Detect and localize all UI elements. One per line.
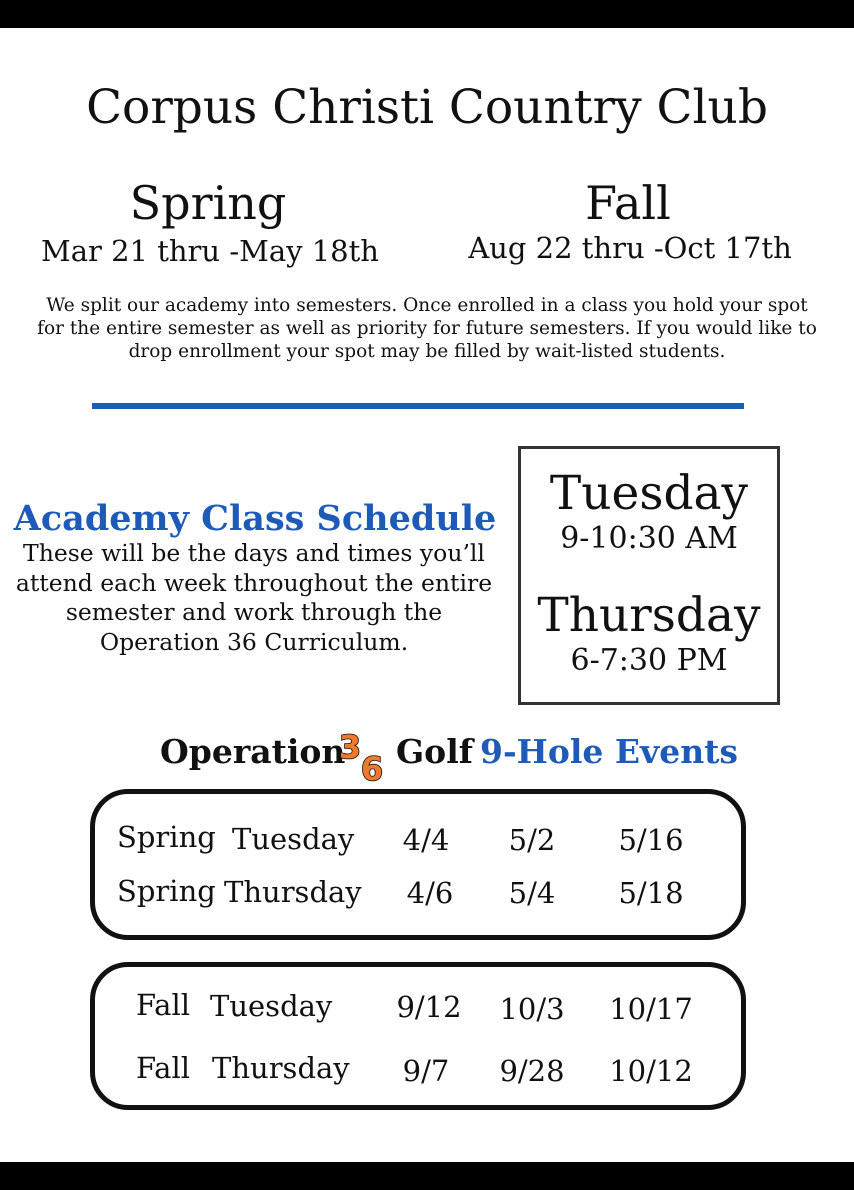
event-date: 9/7 [402, 1054, 450, 1088]
row-day: Thursday [224, 875, 362, 909]
logo-digit-6: 6 [360, 750, 384, 784]
page-title: Corpus Christi Country Club [86, 80, 768, 135]
event-date: 10/3 [499, 992, 565, 1026]
events-heading-golf: Golf [396, 732, 473, 771]
fall-semester-dates: Aug 22 thru -Oct 17th [468, 231, 792, 265]
event-date: 10/12 [609, 1054, 693, 1088]
spring-semester-title: Spring [129, 176, 287, 230]
event-date: 5/16 [618, 823, 684, 857]
row-season: Spring [117, 820, 216, 854]
fall-semester-title: Fall [585, 176, 671, 230]
logo-digit-3: 3 [338, 728, 362, 766]
schedule-description: These will be the days and times you’ll attend each week throughout the entire semester and work through the Operation 36 Curriculum. [15, 539, 493, 656]
row-season: Fall [136, 1051, 190, 1085]
row-day: Tuesday [210, 989, 333, 1023]
thursday-time: 6-7:30 PM [570, 643, 728, 678]
event-date: 10/17 [609, 992, 693, 1026]
row-season: Fall [136, 988, 190, 1022]
events-heading-operation: Operation [160, 732, 346, 771]
event-date: 5/2 [508, 823, 556, 857]
row-day: Thursday [212, 1051, 350, 1085]
operation-36-logo-icon [332, 728, 396, 784]
bottom-black-bar [0, 1162, 854, 1190]
row-season: Spring [117, 874, 216, 908]
event-date: 5/18 [618, 876, 684, 910]
row-day: Tuesday [232, 822, 355, 856]
schedule-heading: Academy Class Schedule [13, 498, 497, 539]
semester-intro-text: We split our academy into semesters. Once enrolled in a class you hold your spot for the entire semester as well as priority for future semesters. If you would like to drop enrollment your spot may be filled by wait-listed students. [37, 295, 817, 362]
spring-events-table [90, 789, 746, 940]
event-date: 4/6 [406, 876, 454, 910]
thursday-label: Thursday [537, 588, 761, 643]
event-date: 5/4 [508, 876, 556, 910]
top-black-bar [0, 0, 854, 28]
tuesday-label: Tuesday [549, 466, 749, 521]
event-date: 4/4 [402, 823, 450, 857]
events-heading-9-hole: 9-Hole Events [480, 732, 739, 771]
section-divider [92, 403, 744, 409]
event-date: 9/28 [499, 1054, 565, 1088]
event-date: 9/12 [396, 990, 462, 1024]
tuesday-time: 9-10:30 AM [560, 521, 738, 556]
spring-semester-dates: Mar 21 thru -May 18th [41, 234, 379, 268]
